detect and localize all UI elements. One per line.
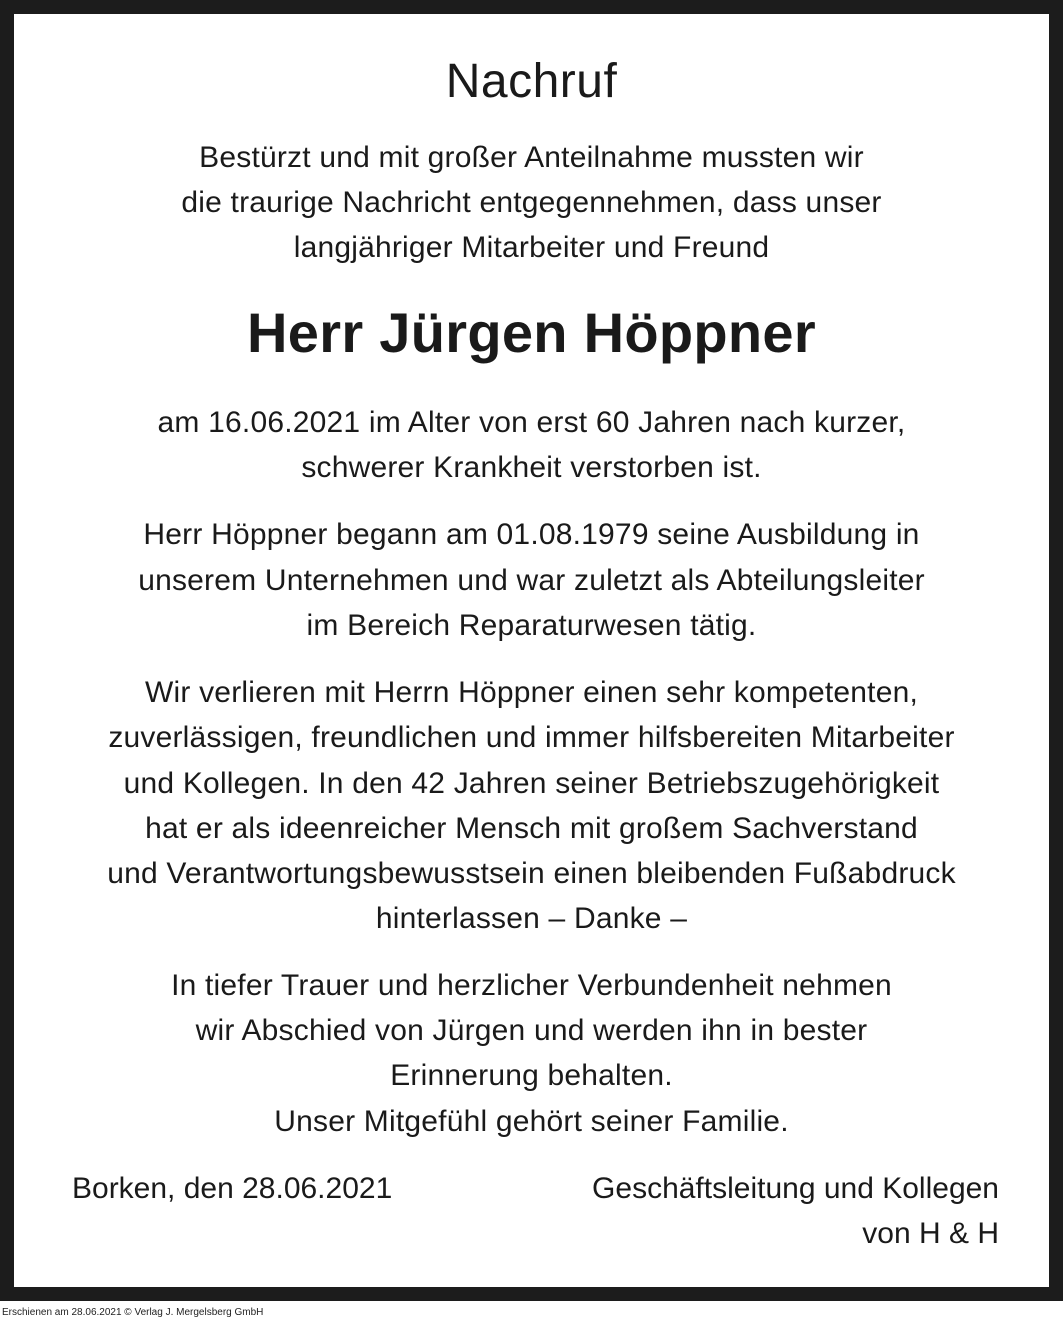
signature-line: Geschäftsleitung und Kollegen bbox=[592, 1172, 999, 1205]
tribute-line: und Verantwortungsbewusstsein einen bleibenden Fußabdruck bbox=[107, 857, 956, 890]
place-and-date: Borken, den 28.06.2021 bbox=[72, 1172, 393, 1205]
career-line: im Bereich Reparaturwesen tätig. bbox=[306, 609, 757, 642]
tribute-line: hat er als ideenreicher Mensch mit großem Sachverstand bbox=[145, 812, 918, 845]
deceased-name: Herr Jürgen Höppner bbox=[247, 301, 816, 364]
farewell-line: Erinnerung behalten. bbox=[390, 1059, 673, 1092]
intro-line: langjähriger Mitarbeiter und Freund bbox=[293, 231, 770, 264]
farewell-line: In tiefer Trauer und herzlicher Verbundenheit nehmen bbox=[171, 969, 892, 1002]
career-line: unserem Unternehmen und war zuletzt als Abteilungsleiter bbox=[138, 564, 925, 597]
death-line: schwerer Krankheit verstorben ist. bbox=[301, 451, 762, 484]
tribute-line: hinterlassen – Danke – bbox=[375, 902, 688, 935]
intro-line: die traurige Nachricht entgegennehmen, dass unser bbox=[181, 186, 882, 219]
notice-heading: Nachruf bbox=[445, 55, 618, 108]
tribute-line: zuverlässigen, freundlichen und immer hilfsbereiten Mitarbeiter bbox=[108, 721, 955, 754]
signature-line: von H & H bbox=[862, 1217, 999, 1250]
farewell-line: wir Abschied von Jürgen und werden ihn in bester bbox=[195, 1014, 868, 1047]
tribute-line: Wir verlieren mit Herrn Höppner einen sehr kompetenten, bbox=[145, 676, 918, 709]
tribute-line: und Kollegen. In den 42 Jahren seiner Betriebszugehörigkeit bbox=[123, 767, 940, 800]
career-line: Herr Höppner begann am 01.08.1979 seine Ausbildung in bbox=[143, 518, 920, 551]
death-line: am 16.06.2021 im Alter von erst 60 Jahren nach kurzer, bbox=[157, 406, 906, 439]
publication-footer: Erschienen am 28.06.2021 © Verlag J. Mergelsberg GmbH bbox=[2, 1307, 264, 1318]
intro-line: Bestürzt und mit großer Anteilnahme mussten wir bbox=[199, 141, 864, 174]
farewell-line: Unser Mitgefühl gehört seiner Familie. bbox=[274, 1105, 789, 1138]
